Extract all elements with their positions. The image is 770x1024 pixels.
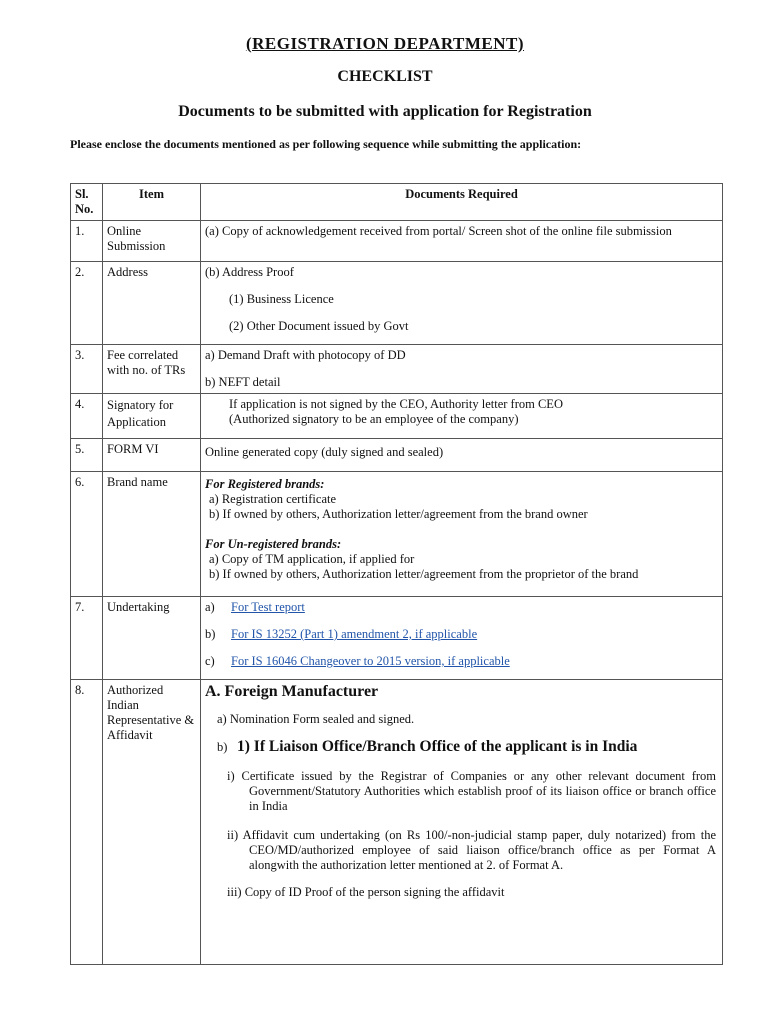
row-sl: 5.	[71, 439, 103, 472]
row-doc: (2) Other Document issued by Govt	[229, 319, 409, 333]
row-doc: ii) Affidavit cum undertaking (on Rs 100/-non-judicial stamp paper, duly notarized) from the CEO/MD/authorized employee of said liaison office/branch office as per Format A alongwith the authorization letter mentioned at 2. of Format A.	[227, 828, 716, 872]
table-row	[71, 262, 723, 345]
registered-brands-heading: For Registered brands:	[205, 477, 325, 491]
table-row	[71, 394, 723, 439]
table-header-row	[71, 184, 723, 221]
row-item: Signatory for Application	[103, 394, 201, 439]
item-label: b)	[205, 627, 216, 641]
row-sl: 4.	[71, 394, 103, 439]
liaison-office-heading: 1) If Liaison Office/Branch Office of the applicant is in India	[237, 738, 638, 755]
item-label: a)	[205, 600, 215, 614]
item-label: b)	[217, 740, 228, 754]
row-doc: a) Copy of TM application, if applied for	[209, 552, 415, 566]
row-item: Address	[103, 262, 201, 345]
item-label: c)	[205, 654, 215, 668]
row-item: FORM VI	[103, 439, 201, 472]
row-doc: (Authorized signatory to be an employee of the company)	[229, 412, 519, 426]
row-sl: 8.	[71, 680, 103, 965]
row-sl: 7.	[71, 597, 103, 680]
department-title: (REGISTRATION DEPARTMENT)	[245, 34, 525, 53]
row-sl: 2.	[71, 262, 103, 345]
row-item: Fee correlated with no. of TRs	[103, 345, 201, 394]
row-doc: (a) Copy of acknowledgement received from portal/ Screen shot of the online file submission	[205, 224, 672, 238]
test-report-link[interactable]: For Test report	[231, 600, 305, 614]
table-row	[71, 680, 723, 965]
unregistered-brands-heading: For Un-registered brands:	[205, 537, 342, 551]
row-doc: i) Certificate issued by the Registrar of Companies or any other relevant document from Government/Statutory Authorities which establish proof of its liaison office or branch office in India	[227, 769, 716, 813]
is-16046-link[interactable]: For IS 16046 Changeover to 2015 version, if applicable	[231, 654, 510, 668]
row-doc: (b) Address Proof	[205, 265, 294, 279]
row-item: Brand name	[103, 472, 201, 597]
table-row	[71, 345, 723, 394]
row-doc: a) Nomination Form sealed and signed.	[217, 712, 415, 726]
row-sl: 6.	[71, 472, 103, 597]
table-row	[71, 597, 723, 680]
row-sl: 1.	[71, 221, 103, 262]
row-doc: If application is not signed by the CEO, Authority letter from CEO	[229, 397, 563, 411]
row-doc: Online generated copy (duly signed and sealed)	[205, 445, 444, 459]
row-item: Online Submission	[103, 221, 201, 262]
table-row	[71, 439, 723, 472]
row-doc: b) If owned by others, Authorization letter/agreement from the brand owner	[209, 507, 588, 521]
row-doc: a) Registration certificate	[209, 492, 337, 506]
col-item-header: Item	[103, 184, 201, 221]
col-docs-header: Documents Required	[201, 184, 723, 221]
table-row	[71, 221, 723, 262]
row-item: Undertaking	[103, 597, 201, 680]
checklist-title: CHECKLIST	[337, 68, 433, 85]
row-doc: (1) Business Licence	[229, 292, 334, 306]
row-doc: a) Demand Draft with photocopy of DD	[205, 348, 406, 362]
col-sl-header: Sl. No.	[71, 184, 103, 221]
row-doc: b) NEFT detail	[205, 375, 281, 389]
document-subtitle: Documents to be submitted with application for Registration	[178, 103, 592, 120]
row-sl: 3.	[71, 345, 103, 394]
table-row	[71, 472, 723, 597]
intro-text: Please enclose the documents mentioned as per following sequence while submitting the application:	[70, 137, 582, 151]
is-13252-link[interactable]: For IS 13252 (Part 1) amendment 2, if applicable	[231, 627, 478, 641]
row-item: Authorized Indian Representative & Affidavit	[103, 680, 201, 965]
row-doc: iii) Copy of ID Proof of the person signing the affidavit	[227, 885, 505, 899]
foreign-manufacturer-heading: A. Foreign Manufacturer	[205, 683, 379, 700]
checklist-table	[70, 183, 723, 965]
row-doc: b) If owned by others, Authorization letter/agreement from the proprietor of the brand	[209, 567, 639, 581]
